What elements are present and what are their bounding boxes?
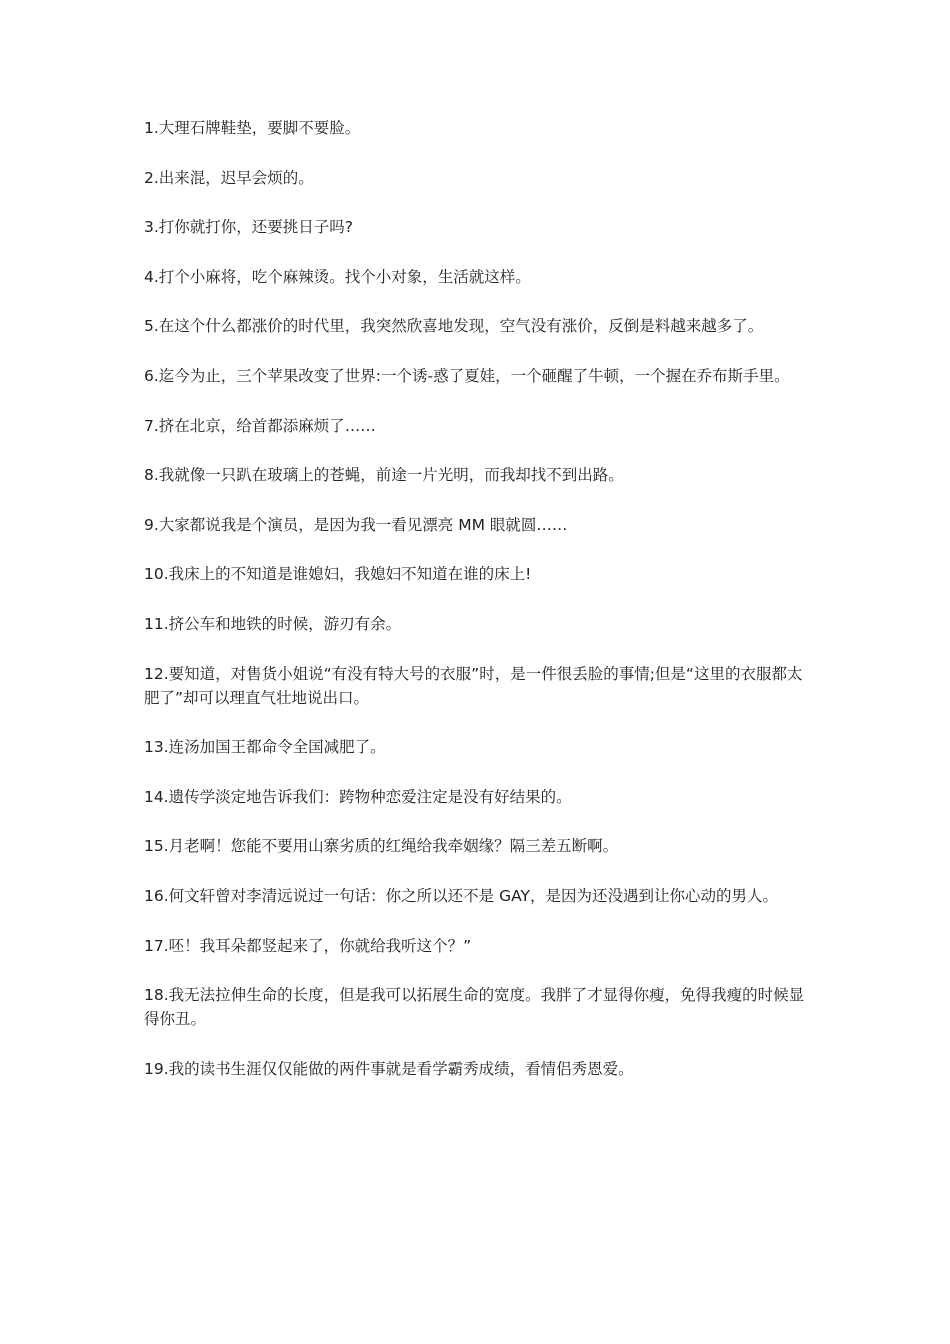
document-body — [144, 116, 808, 1106]
paragraph-8: 8.我就像一只趴在玻璃上的苍蝇，前途一片光明，而我却找不到出路。 — [144, 466, 624, 485]
paragraph-9: 9.大家都说我是个演员，是因为我一看见漂亮 MM 眼就圆…… — [144, 515, 568, 534]
paragraph-19: 19.我的读书生涯仅仅能做的两件事就是看学霸秀成绩，看情侣秀恩爱。 — [144, 1059, 634, 1078]
paragraph-7: 7.挤在北京，给首都添麻烦了…… — [144, 416, 376, 435]
paragraph-2: 2.出来混，迟早会烦的。 — [144, 168, 314, 187]
paragraph-5: 5.在这个什么都涨价的时代里，我突然欣喜地发现，空气没有涨价，反倒是料越来越多了。 — [144, 317, 764, 336]
paragraph-15: 15.月老啊！您能不要用山寨劣质的红绳给我牵姻缘？隔三差五断啊。 — [144, 837, 619, 856]
paragraph-1: 1.大理石牌鞋垫，要脚不要脸。 — [144, 119, 361, 137]
paragraph-14: 14.遗传学淡定地告诉我们：跨物种恋爱注定是没有好结果的。 — [144, 787, 572, 806]
paragraph-4: 4.打个小麻将，吃个麻辣烫。找个小对象，生活就这样。 — [144, 267, 531, 286]
paragraph-6: 6.迄今为止，三个苹果改变了世界:一个诱-惑了夏娃，一个砸醒了牛顿，一个握在乔布斯手里。 — [144, 366, 790, 385]
paragraph-11: 11.挤公车和地铁的时候，游刃有余。 — [144, 614, 402, 633]
paragraph-17: 17.呸！我耳朵都竖起来了，你就给我听这个？” — [144, 936, 472, 955]
paragraph-18: 18.我无法拉伸生命的长度，但是我可以拓展生命的宽度。我胖了才显得你瘦，免得我瘦的时候显得你丑。 — [144, 986, 805, 1029]
paragraph-12: 12.要知道，对售货小姐说“有没有特大号的衣服”时，是一件很丢脸的事情;但是“这里的衣服都太肥了”却可以理直气壮地说出口。 — [144, 664, 803, 707]
paragraph-16: 16.何文轩曾对李清远说过一句话：你之所以还不是 GAY，是因为还没遇到让你心动的男人。 — [144, 886, 778, 905]
paragraph-3: 3.打你就打你，还要挑日子吗? — [144, 218, 354, 237]
paragraph-10: 10.我床上的不知道是谁媳妇，我媳妇不知道在谁的床上! — [144, 565, 532, 584]
paragraph-13: 13.连汤加国王都命令全国减肥了。 — [144, 738, 386, 757]
